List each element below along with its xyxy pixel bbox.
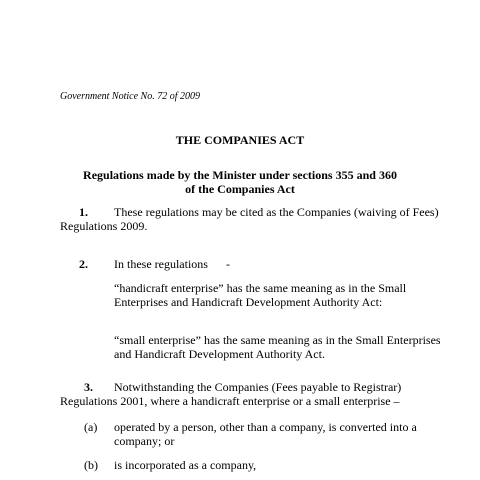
regulation-1-line-1: These regulations may be cited as the Companies (waiving of Fees) bbox=[114, 205, 439, 219]
definition-small-enterprise-line-2: and Handicraft Development Authority Act. bbox=[114, 347, 325, 361]
regulation-3-number: 3. bbox=[84, 380, 93, 394]
subtitle-line-1: Regulations made by the Minister under sections 355 and 360 bbox=[83, 168, 397, 182]
regulation-2-intro: In these regulations bbox=[114, 257, 208, 271]
item-b-line-1: is incorporated as a company, bbox=[114, 458, 257, 472]
definition-handicraft-line-2: Enterprises and Handicraft Development Authority Act: bbox=[114, 295, 383, 309]
item-b-label: (b) bbox=[84, 458, 98, 472]
subtitle-line-2: of the Companies Act bbox=[185, 182, 295, 196]
regulation-1-line-2: Regulations 2009. bbox=[60, 219, 148, 233]
item-a-line-1: operated by a person, other than a company, is converted into a bbox=[114, 420, 417, 434]
document-title: THE COMPANIES ACT bbox=[175, 133, 305, 147]
government-notice-number: Government Notice No. 72 of 2009 bbox=[60, 91, 200, 102]
regulation-2-number: 2. bbox=[79, 257, 88, 271]
item-a-label: (a) bbox=[84, 420, 98, 434]
regulation-1-number: 1. bbox=[79, 205, 88, 219]
regulation-3-line-2: Regulations 2001, where a handicraft enterprise or a small enterprise – bbox=[60, 394, 400, 408]
regulation-2-dash: - bbox=[226, 257, 230, 271]
item-a-line-2: company; or bbox=[114, 434, 175, 448]
regulation-3-line-1: Notwithstanding the Companies (Fees payable to Registrar) bbox=[114, 380, 402, 394]
definition-handicraft-line-1: “handicraft enterprise” has the same meaning as in the Small bbox=[114, 281, 407, 295]
definition-small-enterprise-line-1: “small enterprise” has the same meaning as in the Small Enterprises bbox=[114, 333, 441, 347]
